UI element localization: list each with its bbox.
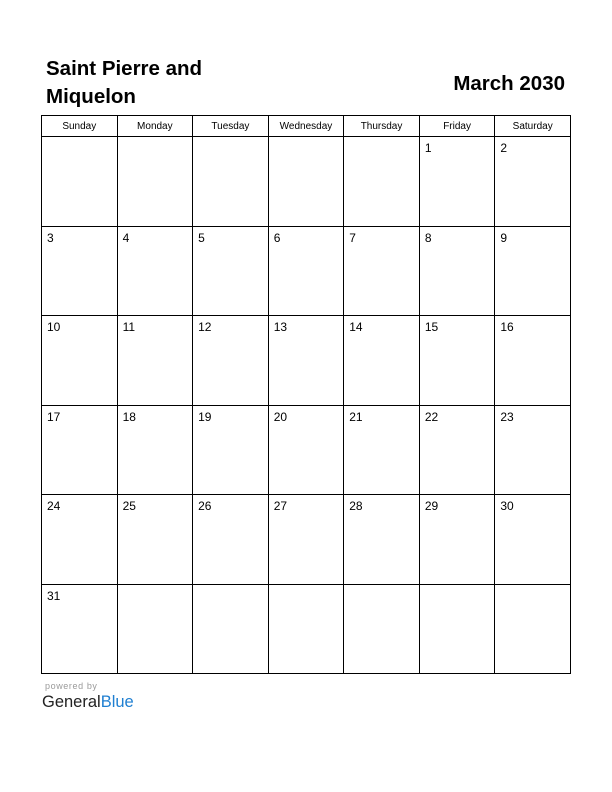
weekday-tuesday: Tuesday <box>193 116 269 137</box>
day-number: 17 <box>47 409 61 424</box>
day-number: 22 <box>424 409 439 424</box>
month-year-title: March 2030 <box>453 72 565 95</box>
weekday-header-row <box>42 116 571 137</box>
day-number: 7 <box>349 230 356 245</box>
day-number: 8 <box>424 230 432 245</box>
day-cell <box>193 316 269 406</box>
calendar-grid <box>41 115 571 674</box>
day-number: 18 <box>122 409 136 424</box>
day-number: 28 <box>349 499 363 513</box>
day-cell <box>117 137 193 227</box>
day-cell <box>495 405 571 495</box>
brand-blue-text: Blue <box>100 693 134 711</box>
week-row <box>42 405 571 495</box>
day-number: 19 <box>198 409 212 424</box>
day-number: 12 <box>198 320 212 334</box>
day-cell <box>268 495 344 585</box>
day-number <box>118 137 193 141</box>
day-number: 14 <box>349 320 363 334</box>
day-cell <box>193 495 269 585</box>
day-cell <box>419 405 495 495</box>
day-cell <box>495 584 571 674</box>
day-number: 24 <box>47 499 61 513</box>
day-number: 15 <box>424 320 439 334</box>
weekday-sunday: Sunday <box>42 116 118 137</box>
day-number: 11 <box>122 320 136 334</box>
day-cell <box>268 137 344 227</box>
day-number: 27 <box>273 499 288 513</box>
day-number <box>269 137 344 141</box>
country-title: Saint Pierre and Miquelon <box>46 57 203 108</box>
day-number: 20 <box>273 409 288 424</box>
day-number <box>344 585 419 589</box>
day-number: 1 <box>424 141 432 155</box>
day-cell <box>193 137 269 227</box>
day-number: 2 <box>500 141 508 155</box>
day-number: 26 <box>198 499 212 513</box>
week-row <box>42 495 571 585</box>
day-cell <box>419 316 495 406</box>
day-cell <box>42 316 118 406</box>
day-cell <box>117 495 193 585</box>
day-number: 21 <box>349 409 363 424</box>
day-cell <box>344 495 420 585</box>
day-number: 13 <box>273 320 288 334</box>
day-number: 5 <box>198 230 205 245</box>
day-cell <box>268 584 344 674</box>
powered-by-text: powered by <box>45 681 98 691</box>
day-cell <box>268 316 344 406</box>
weekday-wednesday: Wednesday <box>268 116 344 137</box>
day-number: 10 <box>47 320 61 334</box>
day-cell <box>419 137 495 227</box>
day-cell <box>268 226 344 316</box>
brand-general-text: General <box>42 693 101 711</box>
weekday-saturday: Saturday <box>495 116 571 137</box>
day-cell <box>419 584 495 674</box>
weekday-monday: Monday <box>117 116 193 137</box>
day-number: 31 <box>47 588 61 603</box>
week-row <box>42 226 571 316</box>
week-row <box>42 584 571 674</box>
day-cell <box>495 226 571 316</box>
day-cell <box>42 584 118 674</box>
day-number: 6 <box>273 230 281 245</box>
generalblue-logo[interactable] <box>42 692 134 712</box>
day-number: 29 <box>424 499 439 513</box>
day-cell <box>193 584 269 674</box>
day-number <box>42 137 117 141</box>
day-number: 4 <box>122 230 130 245</box>
day-cell <box>495 495 571 585</box>
footer-branding <box>42 681 134 712</box>
day-cell <box>117 226 193 316</box>
day-number <box>420 585 495 589</box>
day-cell <box>344 226 420 316</box>
day-cell <box>42 137 118 227</box>
day-cell <box>42 226 118 316</box>
day-cell <box>344 405 420 495</box>
day-number: 3 <box>47 230 54 245</box>
day-cell <box>419 226 495 316</box>
day-number: 25 <box>122 499 136 513</box>
day-number: 16 <box>500 320 514 334</box>
day-number <box>495 585 570 589</box>
day-number <box>269 585 344 589</box>
day-number: 23 <box>500 409 514 424</box>
day-number: 9 <box>500 230 508 245</box>
weekday-thursday: Thursday <box>344 116 420 137</box>
day-cell <box>117 584 193 674</box>
weekday-friday: Friday <box>419 116 495 137</box>
day-cell <box>344 137 420 227</box>
day-cell <box>344 584 420 674</box>
day-cell <box>193 405 269 495</box>
day-cell <box>117 316 193 406</box>
day-cell <box>495 316 571 406</box>
day-number <box>118 585 193 589</box>
week-row <box>42 316 571 406</box>
day-number <box>193 137 268 141</box>
day-cell <box>42 495 118 585</box>
day-cell <box>193 226 269 316</box>
day-cell <box>495 137 571 227</box>
day-number <box>344 137 419 141</box>
day-cell <box>117 405 193 495</box>
week-row <box>42 137 571 227</box>
day-cell <box>419 495 495 585</box>
day-cell <box>344 316 420 406</box>
day-cell <box>268 405 344 495</box>
day-cell <box>42 405 118 495</box>
day-number <box>193 585 268 589</box>
day-number: 30 <box>500 499 514 513</box>
